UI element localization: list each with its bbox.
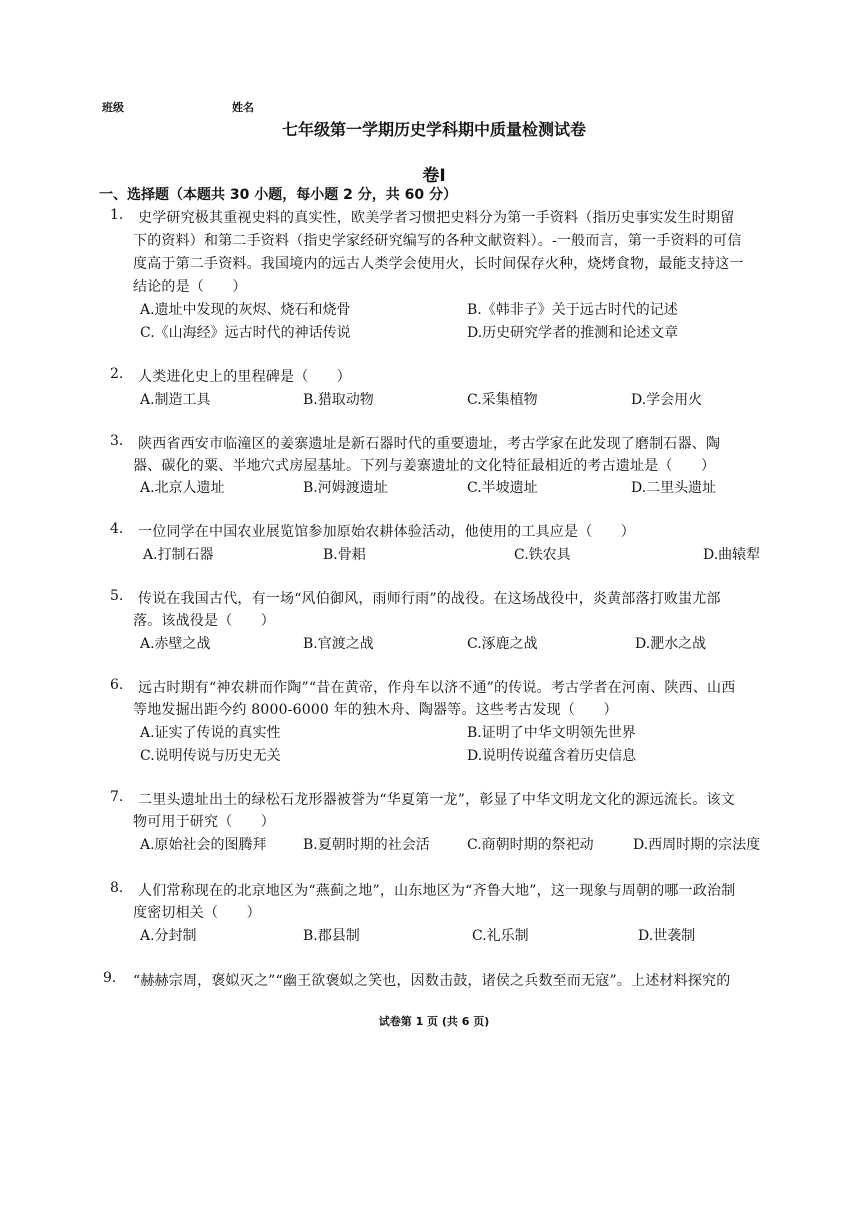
question-text-line: 等地发掘出距今约 8000-6000 年的独木舟、陶器等。这些考古发现（ ） — [133, 702, 618, 718]
option-a[interactable]: A.赤壁之战 — [140, 636, 211, 652]
option-d[interactable]: D.学会用火 — [631, 392, 703, 408]
question-text-line: 远古时期有“神农耕而作陶”“昔在黄帝，作舟车以济不通”的传说。考古学者在河南、陕西、山西 — [138, 680, 736, 696]
option-c[interactable]: C.礼乐制 — [472, 928, 529, 944]
question-text-line: 度高于第二手资料。我国境内的远古人类学会使用火，长时间保存火种，烧烤食物，最能支持这一 — [133, 256, 744, 272]
option-a[interactable]: A.分封制 — [140, 928, 197, 944]
question-text-line: 物可用于研究（ ） — [133, 814, 275, 830]
option-c[interactable]: C.涿鹿之战 — [467, 636, 538, 652]
option-a[interactable]: A.打制石器 — [143, 547, 214, 563]
question-number: 3. — [110, 433, 124, 449]
option-d[interactable]: D.二里头遗址 — [631, 480, 717, 496]
option-a[interactable]: A.证实了传说的真实性 — [140, 725, 281, 741]
option-a[interactable]: A.遗址中发现的灰烬、烧石和烧骨 — [140, 302, 351, 318]
volume-label: 卷Ⅰ — [422, 166, 446, 186]
option-b[interactable]: B.官渡之战 — [303, 636, 374, 652]
option-d[interactable]: D.西周时期的宗法度 — [633, 837, 761, 853]
name-label: 姓名 — [232, 101, 254, 114]
option-b[interactable]: B.猎取动物 — [303, 392, 374, 408]
option-a[interactable]: A.制造工具 — [140, 392, 211, 408]
section-heading: 一、选择题（本题共 30 小题，每小题 2 分，共 60 分） — [99, 187, 457, 203]
option-a[interactable]: A.北京人遗址 — [140, 480, 225, 496]
question-number: 2. — [110, 366, 124, 382]
question-text-line: 二里头遗址出土的绿松石龙形器被誉为“华夏第一龙”，彰显了中华文明龙文化的源远流长。该文 — [138, 792, 735, 808]
question-text-line: 传说在我国古代，有一场“风伯御风，雨师行雨”的战役。在这场战役中，炎黄部落打败蚩尤部 — [138, 591, 721, 607]
option-c[interactable]: C.说明传说与历史无关 — [140, 748, 281, 764]
question-text-line: 一位同学在中国农业展览馆参加原始农耕体验活动，他使用的工具应是（ ） — [138, 524, 635, 540]
question-text-line: 器、碳化的粟、半地穴式房屋基址。下列与姜寨遗址的文化特征最相近的考古遗址是（ ） — [133, 458, 716, 474]
option-b[interactable]: B.骨耜 — [323, 547, 366, 563]
option-b[interactable]: B.夏朝时期的社会活 — [303, 837, 430, 853]
option-c[interactable]: C.采集植物 — [467, 392, 538, 408]
question-text-line: 史学研究极其重视史料的真实性，欧美学者习惯把史料分为第一手资料（指历史事实发生时期留 — [138, 210, 735, 226]
option-d[interactable]: D.淝水之战 — [635, 636, 707, 652]
question-number: 8. — [110, 880, 124, 896]
question-text-line: 人们常称现在的北京地区为“燕蓟之地”，山东地区为“齐鲁大地”，这一现象与周朝的哪一政治制 — [138, 883, 736, 899]
exam-title: 七年级第一学期历史学科期中质量检测试卷 — [281, 120, 586, 139]
question-text-line: 度密切相关（ ） — [133, 905, 261, 921]
option-b[interactable]: B.郡县制 — [303, 928, 360, 944]
question-text-line: 人类进化史上的里程碑是（ ） — [138, 369, 351, 385]
question-number: 5. — [110, 588, 124, 604]
question-number: 9. — [103, 970, 117, 986]
option-c[interactable]: C.商朝时期的祭祀动 — [467, 837, 594, 853]
option-b[interactable]: B.证明了中华文明领先世界 — [467, 725, 636, 741]
option-c[interactable]: C.《山海经》远古时代的神话传说 — [140, 325, 351, 341]
option-a[interactable]: A.原始社会的图腾拜 — [140, 837, 267, 853]
option-d[interactable]: D.历史研究学者的推测和论述文章 — [467, 325, 679, 341]
option-c[interactable]: C.铁农具 — [514, 547, 571, 563]
option-d[interactable]: D.世袭制 — [638, 928, 696, 944]
question-number: 7. — [110, 789, 124, 805]
question-number: 1. — [110, 207, 124, 223]
class-label: 班级 — [102, 101, 124, 114]
option-b[interactable]: B.河姆渡遗址 — [303, 480, 388, 496]
question-number: 6. — [110, 677, 124, 693]
question-text-line: 落。该战役是（ ） — [133, 613, 275, 629]
question-text-line: 结论的是（ ） — [133, 279, 247, 295]
question-text-line: “赫赫宗周，褒姒灭之”“幽王欲褒姒之笑也，因数击鼓，诸侯之兵数至而无寇”。上述材料探究的 — [133, 973, 731, 989]
page-footer: 试卷第 1 页 (共 6 页) — [378, 1015, 490, 1028]
option-d[interactable]: D.曲辕犁 — [703, 547, 761, 563]
option-d[interactable]: D.说明传说蕴含着历史信息 — [467, 748, 637, 764]
question-text-line: 下的资料）和第二手资料（指史学家经研究编写的各种文献资料）。-一般而言，第一手资料的可信 — [133, 233, 742, 249]
question-number: 4. — [110, 521, 124, 537]
option-c[interactable]: C.半坡遗址 — [467, 480, 538, 496]
question-text-line: 陕西省西安市临潼区的姜寨遗址是新石器时代的重要遗址，考古学家在此发现了磨制石器、陶 — [138, 436, 721, 452]
option-b[interactable]: B.《韩非子》关于远古时代的记述 — [467, 302, 678, 318]
